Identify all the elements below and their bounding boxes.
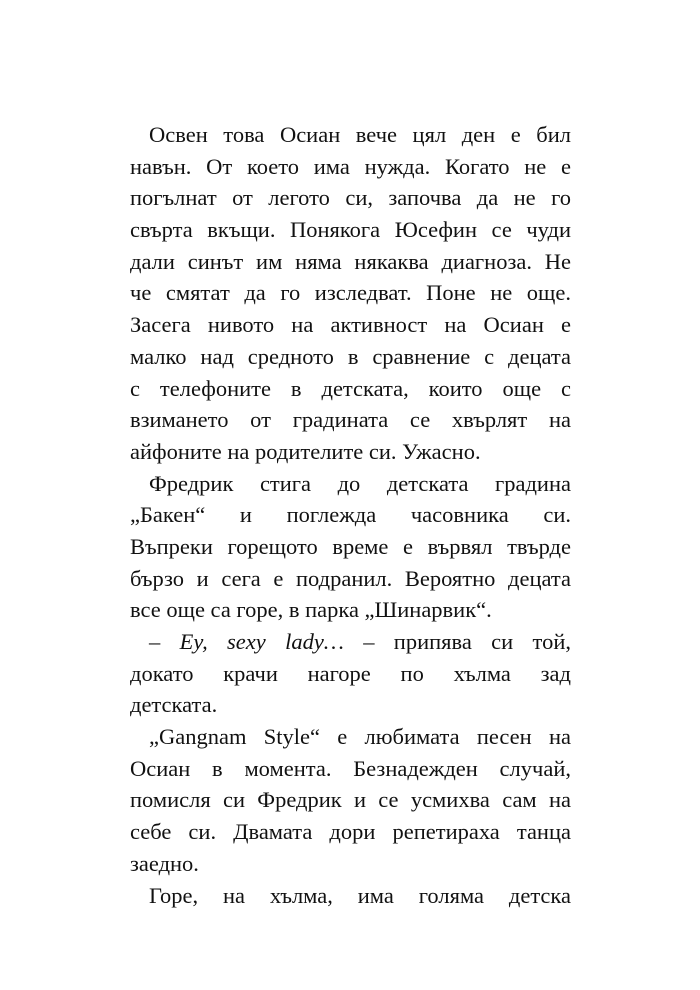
text-line: Горе, на хълма, има голяма детска bbox=[149, 882, 571, 908]
text-line: докато крачи нагоре по хълма зад bbox=[130, 660, 571, 686]
dialogue-rest: – припява си той, bbox=[363, 629, 571, 654]
text-line: „Бакен“ и поглежда часовника си. bbox=[130, 502, 571, 528]
text-line: помисля си Фредрик и се усмихва сам на bbox=[130, 787, 571, 813]
text-line: дали синът им няма някаква диагноза. Не bbox=[130, 248, 571, 274]
song-lyric: Ey, sexy lady… bbox=[179, 629, 344, 654]
text-line: все още са горе, в парка „Шинарвик“. bbox=[130, 597, 492, 623]
text-line: с телефоните в детската, които още с bbox=[130, 375, 571, 401]
text-line: навън. От което има нужда. Когато не е bbox=[130, 153, 571, 179]
text-line: „Gangnam Style“ е любимата песен на bbox=[149, 724, 571, 750]
text-line: Осиан в момента. Безнадежден случай, bbox=[130, 755, 571, 781]
text-line: че смятат да го изследват. Поне не още. bbox=[130, 280, 571, 306]
text-line: себе си. Двамата дори репетираха танца bbox=[130, 819, 571, 845]
paragraph-4 bbox=[130, 721, 571, 879]
paragraph-1 bbox=[130, 119, 571, 468]
paragraph-3 bbox=[130, 626, 571, 721]
text-line: малко над средното в сравнение с децата bbox=[130, 343, 571, 369]
paragraph-2 bbox=[130, 468, 571, 626]
text-line: заедно. bbox=[130, 850, 199, 876]
text-line: детската. bbox=[130, 692, 218, 718]
dialogue-dash: – bbox=[149, 629, 161, 654]
text-line: взимането от градината се хвърлят на bbox=[130, 407, 571, 433]
text-line: Фредрик стига до детската градина bbox=[149, 470, 571, 496]
paragraph-5 bbox=[130, 880, 571, 912]
dialogue-line bbox=[130, 626, 571, 658]
body-text bbox=[130, 119, 571, 911]
text-line: свърта вкъщи. Понякога Юсефин се чуди bbox=[130, 217, 571, 243]
text-line: Освен това Осиан вече цял ден е бил bbox=[149, 122, 571, 147]
text-line: Засега нивото на активност на Осиан е bbox=[130, 312, 571, 338]
text-line: бързо и сега е подранил. Вероятно децата bbox=[130, 565, 571, 591]
text-line: Въпреки горещото време е вървял твърде bbox=[130, 533, 571, 559]
text-line: погълнат от легото си, започва да не го bbox=[130, 185, 571, 211]
text-line: айфоните на родителите си. Ужасно. bbox=[130, 438, 481, 464]
